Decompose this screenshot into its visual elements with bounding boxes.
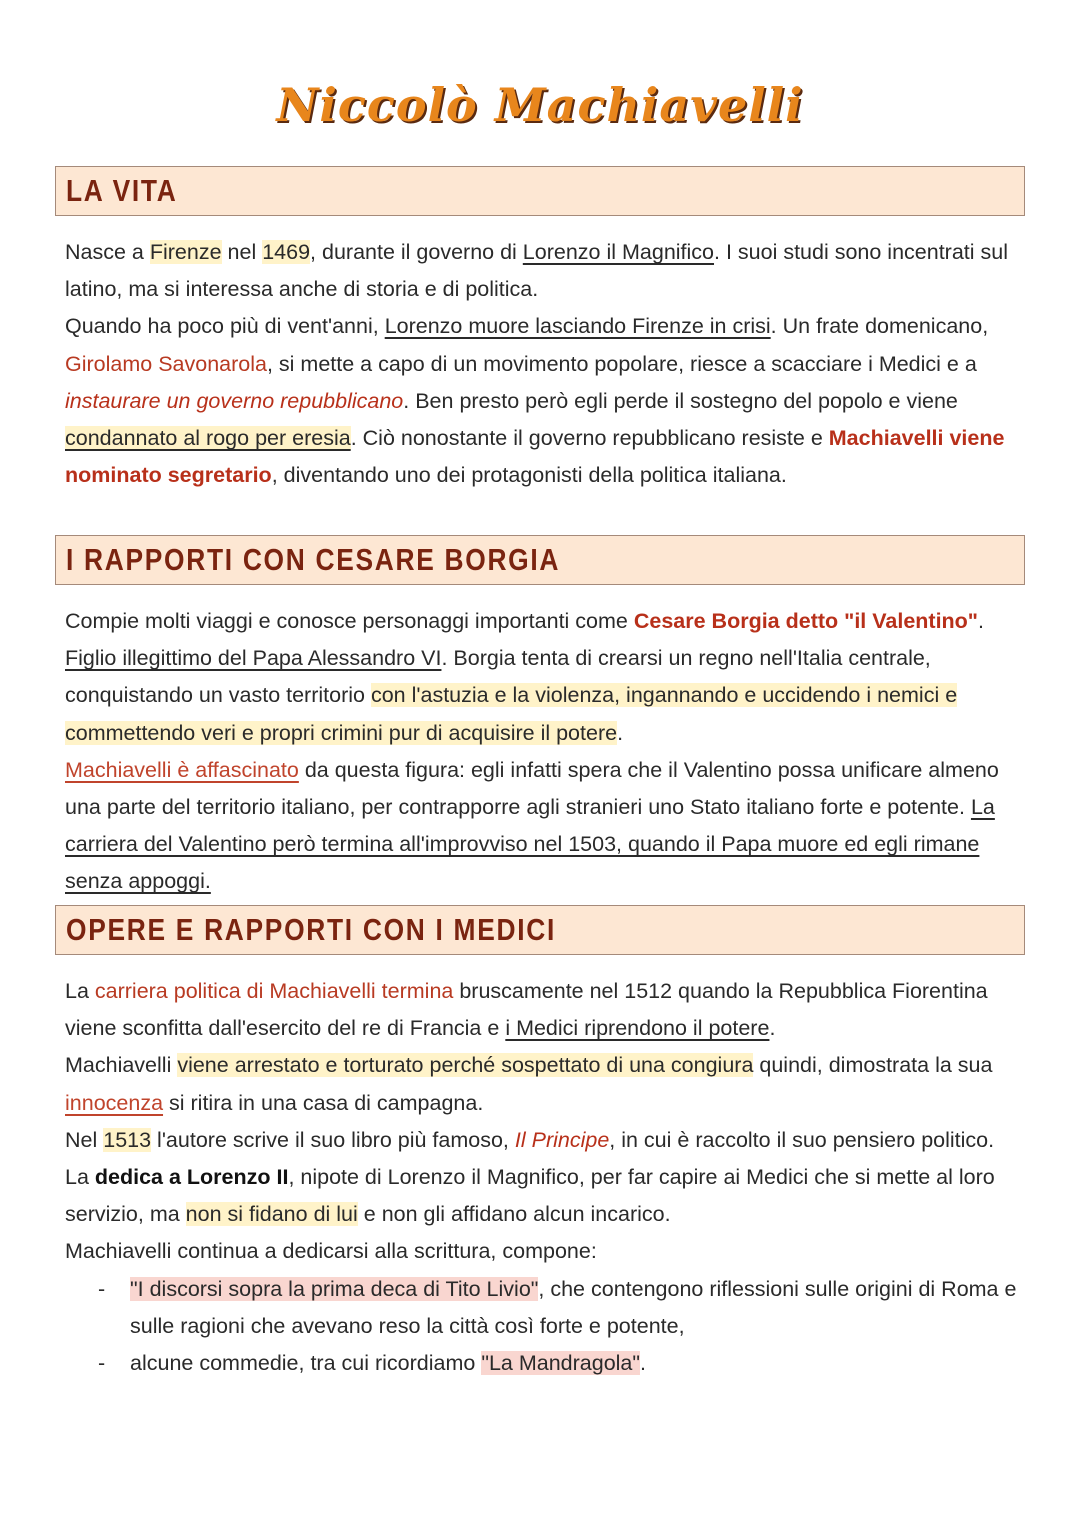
text-run: , durante il governo di [310,240,523,264]
text-run: , che contengono riflessioni sulle origini di Roma e sulle ragioni che avevano reso la città così forte e potente, [130,1276,1017,1338]
section-heading: OPERE E RAPPORTI CON I MEDICI [66,912,556,947]
section-heading: I RAPPORTI CON CESARE BORGIA [66,542,561,577]
paragraph [65,1233,1020,1270]
highlighted-text: condannato al rogo per eresia [65,426,351,451]
section-la-vita [55,166,1025,494]
text-run: . Ben presto però egli perde il sostegno del popolo e viene [403,388,958,413]
text-run: Nel [65,1127,104,1152]
highlighted-text: dedica a Lorenzo II [94,1165,289,1190]
highlighted-text: con l'astuzia e la violenza, ingannando e uccidendo i nemici e commettendo veri e propri crimini pur di acquisire il potere [65,683,958,745]
highlighted-text: Machiavelli è affascinato [65,757,299,782]
text-run: Quando ha poco più di vent'anni, [65,314,385,339]
text-run: e non gli affidano alcun incarico. [357,1202,671,1227]
paragraph [65,752,1020,901]
section-opere-medici [55,905,1025,1382]
text-run: . [769,1016,776,1041]
text-run: nel [221,240,263,264]
section-heading-box [55,535,1025,585]
highlighted-text: 1469 [262,240,311,264]
text-run: . Un frate domenicano, [770,314,989,339]
list-item [130,1345,1020,1382]
paragraph [65,603,1020,752]
text-run: . [617,720,624,745]
paragraph [65,234,1020,308]
highlighted-text: non si fidano di lui [185,1202,358,1227]
section-heading-box [55,166,1025,216]
text-run: quindi, dimostrata la sua [753,1053,993,1078]
text-run: da questa figura: egli infatti spera che il Valentino possa unificare almeno una parte del territorio italiano, per contrapporre agli stranieri uno Stato italiano forte e potente. [65,757,999,820]
section-heading-box [55,905,1025,955]
highlighted-text: innocenza [65,1090,164,1115]
highlighted-text: Figlio illegittimo del Papa Alessandro VI [65,646,442,671]
highlighted-text: "I discorsi sopra la prima deca di Tito Livio" [130,1276,539,1301]
text-run: Machiavelli [65,1053,178,1078]
text-run: , in cui è raccolto il suo pensiero politico. La [65,1127,995,1190]
section-heading: LA VITA [66,173,178,208]
text-run: . Borgia tenta di crearsi un regno nell'Italia centrale, conquistando un vasto territorio [65,646,931,708]
text-run: , diventando uno dei protagonisti della politica italiana. [271,463,787,488]
section-body [55,585,1020,901]
text-run: . I suoi studi sono incentrati sul latino, ma si interessa anche di storia e di politica. [65,240,1009,302]
highlighted-text: Firenze [149,240,222,264]
text-run: l'autore scrive il suo libro più famoso, [151,1127,515,1152]
text-run: si ritira in una casa di campagna. [163,1090,484,1115]
text-run: La [65,979,95,1003]
works-list [65,1271,1020,1383]
highlighted-text: i Medici riprendono il potere [505,1016,770,1041]
highlighted-text: Il Principe [514,1127,610,1152]
highlighted-text: 1513 [103,1127,152,1152]
text-run: bruscamente nel 1512 quando la Repubblica Fiorentina viene sconfitta dall'esercito del re di Francia e [65,979,988,1041]
paragraph [65,973,1020,1047]
highlighted-text: Lorenzo muore lasciando Firenze in crisi [384,314,771,339]
text-run: alcune commedie, tra cui ricordiamo [130,1351,482,1376]
highlighted-text: La carriera del Valentino però termina all'improvviso nel 1503, quando il Papa muore ed egli rimane senza appoggi. [65,795,995,894]
highlighted-text: Cesare Borgia detto "il Valentino" [633,609,979,633]
text-run: . [978,609,984,633]
highlighted-text: instaurare un governo repubblicano [65,388,404,413]
paragraph [65,308,1020,494]
section-body [55,955,1020,1382]
highlighted-text: carriera politica di Machiavelli termina [94,979,454,1003]
highlighted-text: "La Mandragola" [481,1351,641,1376]
text-run: , nipote di Lorenzo il Magnifico, per far capire ai Medici che si mette al loro servizio, ma [65,1165,995,1227]
paragraph [65,1047,1020,1121]
text-run: Nasce a [65,240,150,264]
page-title: Niccolò Machiavelli [276,78,804,132]
paragraph [65,1122,1020,1234]
highlighted-text: Machiavelli viene nominato segretario [65,426,1005,488]
section-rapporti-borgia [55,535,1025,901]
section-body [55,216,1020,494]
text-run: . Ciò nonostante il governo repubblicano resiste e [350,426,829,451]
highlighted-text: Girolamo Savonarola [65,351,267,376]
text-run: , si mette a capo di un movimento popolare, riesce a scacciare i Medici e a [266,351,977,376]
text-run: Compie molti viaggi e conosce personaggi importanti come [65,609,634,633]
highlighted-text: viene arrestato e torturato perché sospettato di una congiura [177,1053,754,1078]
list-item [130,1271,1020,1345]
text-run: Machiavelli continua a dedicarsi alla scrittura, compone: [65,1239,597,1264]
text-run: . [640,1351,646,1376]
highlighted-text: Lorenzo il Magnifico [522,240,715,264]
